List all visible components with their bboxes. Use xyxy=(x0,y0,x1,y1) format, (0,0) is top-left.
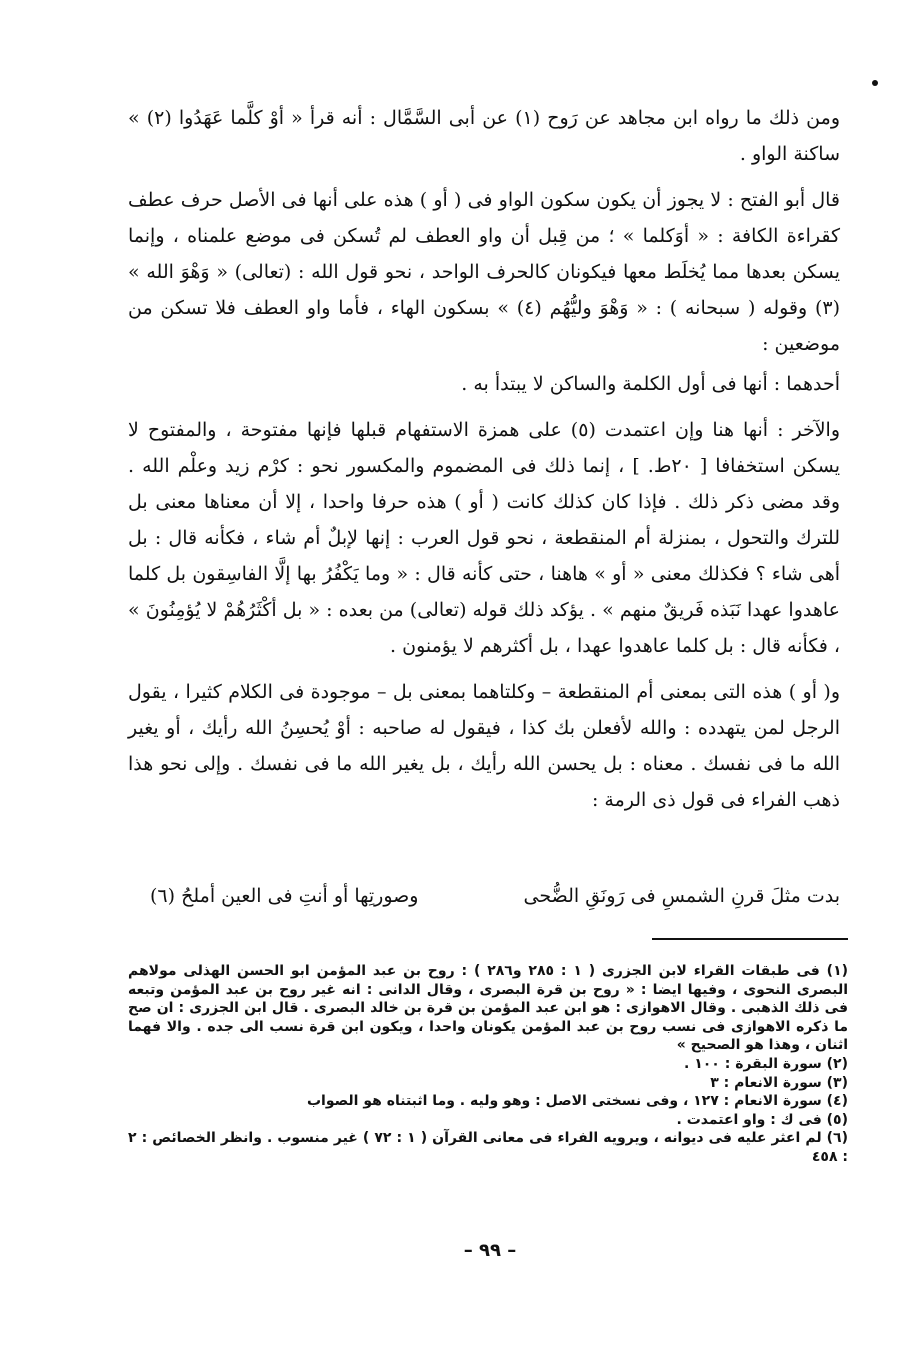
main-text xyxy=(128,100,840,822)
verse-second-hemistich: وصورتِها أو أنتِ فى العين أملحُ (٦) xyxy=(150,885,419,907)
footnotes xyxy=(128,962,848,1167)
footnote-separator xyxy=(652,938,848,940)
footnote-3: (٣) سورة الانعام : ٣ xyxy=(710,1074,848,1091)
footnote-2: (٢) سورة البقرة : ١٠٠ . xyxy=(684,1055,848,1072)
paragraph-2: قال أبو الفتح : لا يجوز أن يكون سكون الواو فى ( أو ) هذه على أنها فى الأصل حرف عطف كقراءة الكافة : « أوَكلما » ؛ من قِبل أن واو العطف لم تُسكن فى موضع علمناه ، وإنما يسكن بعدها مما يُخلَط معها فيكونان كالحرف الواحد ، نحو قول الله : (تعالى) « وَهْوَ الله » (٣) وقوله ( سبحانه ) : « وَهْوَ وليُّهُم (٤) » بسكون الهاء ، فأما واو العطف فلا تسكن من موضعين : xyxy=(128,189,841,355)
footnote-6: (٦) لم اعثر عليه فى ديوانه ، ويرويه الفراء فى معانى القرآن ( ١ : ٧٢ ) غير منسوب . وانظر الخصائص : ٢ : ٤٥٨ xyxy=(128,1130,848,1165)
page-mark-dot xyxy=(872,80,878,86)
page-number: – ٩٩ – xyxy=(463,1240,517,1261)
paragraph-1: ومن ذلك ما رواه ابن مجاهد عن رَوح (١) عن أبى السَّمَّال : أنه قرأ « أوْ كلَّما عَهَدُوا (٢) » ساكنة الواو . xyxy=(128,107,840,165)
verse-first-hemistich: بدت مثلَ قرنِ الشمسِ فى رَونَقِ الضُّحى xyxy=(523,885,840,907)
paragraph-3: أحدهما : أنها فى أول الكلمة والساكن لا يبتدأ به . xyxy=(461,373,840,395)
paragraph-4: والآخر : أنها هنا وإن اعتمدت (٥) على همزة الاستفهام قبلها فإنها مفتوحة ، والمفتوح لا يسكن استخفافا [ ٢٠ط. ] ، إنما ذلك فى المضموم والمكسور نحو : كرْم زيد وعلْم الله . وقد مضى ذكر ذلك . فإذا كان كذلك كانت ( أو ) هذه حرفا واحدا ، إلا أن معناها معنى بل للترك والتحول ، بمنزلة أم المنقطعة ، نحو قول العرب : إنها لإبلٌ أم شاء ، فكأنه قال : بل أهى شاء ؟ فكذلك معنى « أو » هاهنا ، حتى كأنه قال : « وما يَكْفُرُ بها إلَّا الفاسِقون بل كلما عاهدوا عهدا نَبَذه فَريقٌ منهم » . يؤكد ذلك قوله (تعالى) من بعده : « بل أكْثَرُهُمْ لا يُؤمِنُونَ » ، فكأنه قال : بل كلما عاهدوا عهدا ، بل أكثرهم لا يؤمنون . xyxy=(128,419,840,657)
poetry-verse xyxy=(150,878,840,914)
paragraph-5: و( أو ) هذه التى بمعنى أم المنقطعة – وكلتاهما بمعنى بل – موجودة فى الكلام كثيرا ، يقول الرجل لمن يتهدده : والله لأفعلن بك كذا ، فيقول له صاحبه : أوْ يُحسِنُ الله رأيك ، أو يغير الله ما فى نفسك . معناه : بل يحسن الله رأيك ، بل يغير الله ما فى نفسك . وإلى نحو هذا ذهب الفراء فى قول ذى الرمة : xyxy=(128,681,840,811)
footnote-1: (١) فى طبقات القراء لابن الجزرى ( ١ : ٢٨٥ و٢٨٦ ) : روح بن عبد المؤمن ابو الحسن الهذلى مولاهم البصرى النحوى ، وفيها ايضا : « روح بن قرة البصرى ، وقال الدانى : انه غير روح بن عبد المؤمن وتبعه فى ذلك الذهبى . وقال الاهوازى : هو ابن عبد المؤمن بن قرة بن خالد البصرى . قال ابن الجزرى : ان صح ما ذكره الاهوازى فى نسب روح بن عبد المؤمن يكونان واحدا ، ويكون ابن قرة نسب الى جده . والا فهما اثنان ، وهذا هو الصحيح » xyxy=(128,963,849,1054)
footnote-4: (٤) سورة الانعام : ١٢٧ ، وفى نسختى الاصل : وهو وليه . وما اثبتناه هو الصواب xyxy=(306,1093,848,1110)
footnote-5: (٥) فى ك : واو اعتمدت . xyxy=(676,1111,848,1128)
